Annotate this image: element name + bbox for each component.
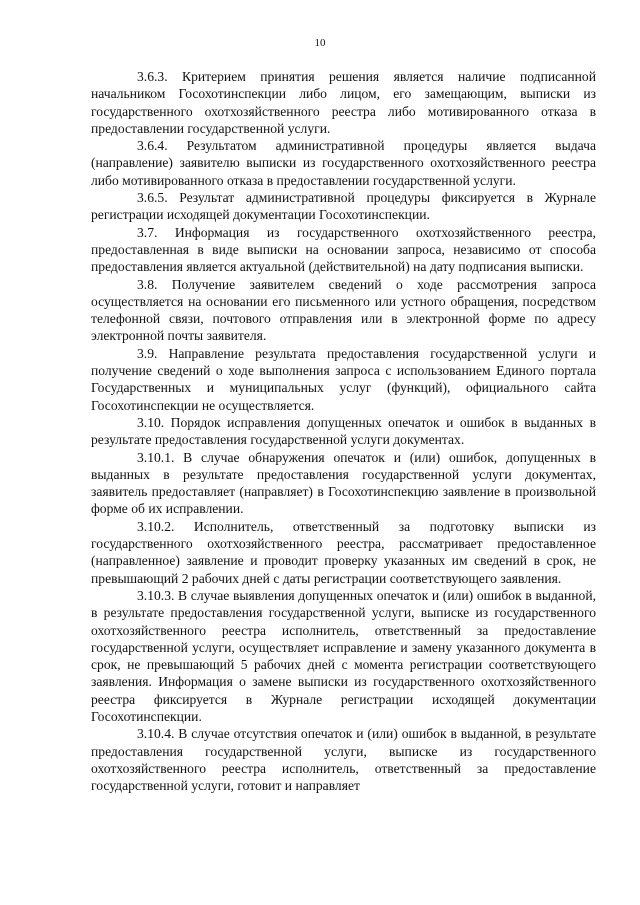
paragraph-3-10-2: 3.10.2. Исполнитель, ответственный за подготовку выписки из государственного охотхозяйственного реестра, рассматривает предоставленное (направленное) заявление и проводит проверку указанных им сведений в срок, не превышающий 2 рабочих дней с даты регистрации соответствующего заявления. [91, 518, 596, 586]
paragraph-3-10: 3.10. Порядок исправления допущенных опечаток и ошибок в выданных в результате предоставления государственной услуги документах. [91, 414, 596, 448]
paragraph-3-8: 3.8. Получение заявителем сведений о ходе рассмотрения запроса осуществляется на основании его письменного или устного обращения, посредством телефонной связи, почтового отправления или в электронной форме по адресу электронной почты заявителя. [91, 276, 596, 344]
paragraph-3-6-4: 3.6.4. Результатом административной процедуры является выдача (направление) заявителю выписки из государственного охотхозяйственного реестра либо мотивированного отказа в предоставлении государственной услуги. [91, 138, 596, 188]
paragraph-3-7: 3.7. Информация из государственного охотхозяйственного реестра, предоставленная в виде выписки на основании запроса, независимо от способа предоставления является актуальной (действительной) на дату подписания выписки. [91, 224, 596, 275]
paragraph-3-9: 3.9. Направление результата предоставления государственной услуги и получение сведений о ходе выполнения запроса с использованием Единого портала Государственных и муниципальных услуг (функций), официального сайта Госохотинспекции не осуществляется. [91, 345, 596, 413]
paragraph-3-10-1: 3.10.1. В случае обнаружения опечаток и (или) ошибок, допущенных в выданных в результате предоставления государственной услуги документах, заявитель предоставляет (направляет) в Госохотинспекцию заявление в произвольной форме об их исправлении. [91, 449, 596, 517]
paragraph-3-6-5: 3.6.5. Результат административной процедуры фиксируется в Журнале регистрации исходящей документации Госохотинспекции. [91, 190, 596, 223]
paragraph-3-10-3: 3.10.3. В случае выявления допущенных опечаток и (или) ошибок в выданной, в результате предоставления государственной услуги, выписке из государственного охотхозяйственного реестра исполнитель, ответственный за предоставление государственной услуги, осуществляет исправление и замену указанного документа в срок, не превышающий 5 рабочих дней с момента регистрации соответствующего заявления. Информация о замене выписки из государственного охотхозяйственного реестра фиксируется в Журнале регистрации исходящей документации Госохотинспекции. [91, 587, 596, 724]
paragraph-3-10-4: 3.10.4. В случае отсутствия опечаток и (или) ошибок в выданной, в результате предоставления государственной услуги, выписке из государственного охотхозяйственного реестра исполнитель, ответственный за предоставление государственной услуги, готовит и направляет [91, 726, 596, 794]
page-number: 10 [314, 37, 326, 49]
paragraph-3-6-3: 3.6.3. Критерием принятия решения является наличие подписанной начальником Госохотинспекции либо лицом, его замещающим, выписки из государственного охотхозяйственного реестра либо мотивированного отказа в предоставлении государственной услуги. [91, 69, 596, 136]
document-body [91, 68, 596, 794]
